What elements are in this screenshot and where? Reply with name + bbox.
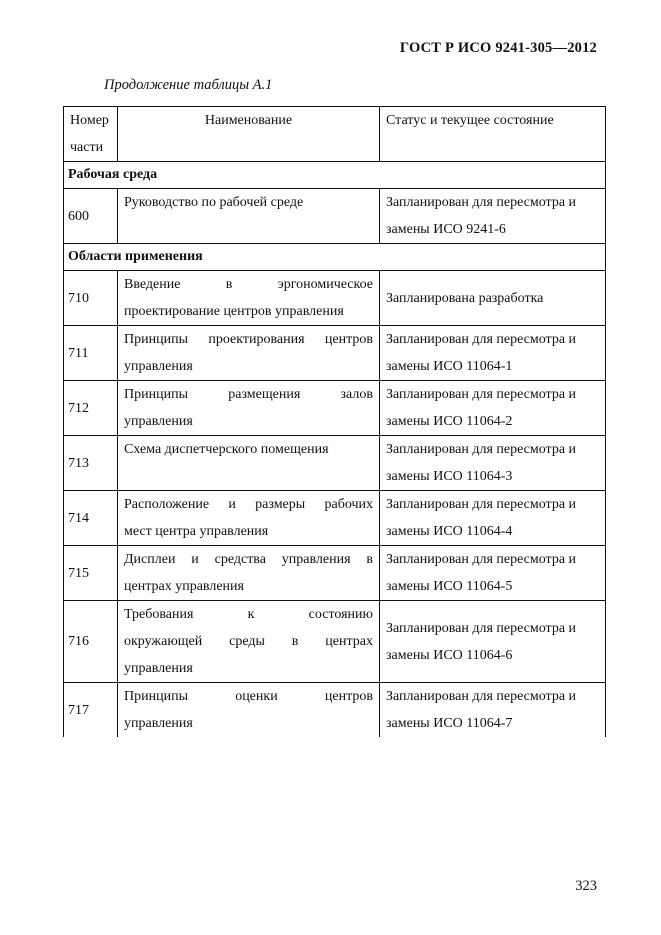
part-number-cell: 712 [64,381,118,436]
status-line: замены ИСО 9241-6 [386,222,506,237]
section-title: Рабочая среда [64,162,606,189]
document-standard-code: ГОСТ Р ИСО 9241-305—2012 [399,40,597,56]
part-name-line: окружающей среды в центрах [124,634,373,649]
status-cell [380,271,606,326]
status-cell [380,381,606,436]
status-line: Запланирован для пересмотра и [386,620,577,636]
header-name-label: Наименование [204,113,293,128]
part-number-cell: 710 [64,271,118,326]
part-number-cell: 716 [64,601,118,683]
status-cell [380,326,606,381]
page-number: 323 [575,878,597,894]
status-line: замены ИСО 11064-2 [386,414,513,429]
part-number-cell: 714 [64,491,118,546]
part-name-cell [118,271,380,326]
table-row [64,601,606,683]
status-cell [380,546,606,601]
part-name-cell [118,546,380,601]
part-name-line: Руководство по рабочей среде [124,195,304,210]
part-name-line: проектирование центров управления [124,304,344,319]
part-number-cell: 600 [64,189,118,244]
part-name-line: Требования к состоянию [124,607,373,622]
section-title: Области применения [64,244,606,271]
status-line: замены ИСО 11064-3 [386,469,513,484]
standards-table [63,106,606,737]
part-number-cell: 711 [64,326,118,381]
status-line: Запланирован для пересмотра и [386,552,577,567]
part-name-line: Принципы оценки центров [124,689,373,704]
status-line: Запланирован для пересмотра и [386,332,577,347]
part-number-cell: 717 [64,683,118,738]
status-line: Запланирован для пересмотра и [386,387,577,402]
table-row [64,491,606,546]
part-name-line: Принципы проектирования центров [124,332,373,347]
part-name-line: управления [124,716,193,731]
status-line: замены ИСО 11064-7 [386,716,513,731]
status-line: замены ИСО 11064-5 [386,579,513,594]
table-row [64,683,606,738]
header-status-label: Статус и текущее состояние [386,113,554,128]
part-name-cell [118,491,380,546]
part-name-line: Принципы размещения залов [124,387,373,402]
table-row [64,271,606,326]
part-name-cell [118,601,380,683]
part-name-cell [118,436,380,491]
status-line: замены ИСО 11064-1 [386,359,513,374]
status-cell [380,601,606,683]
status-line: Запланирован для пересмотра и [386,195,577,210]
status-line: Запланирована разработка [386,290,544,306]
header-cell-status [380,107,606,162]
table-row [64,189,606,244]
part-name-cell [118,381,380,436]
table-row [64,436,606,491]
part-name-line: центрах управления [124,579,244,594]
header-cell-name [118,107,380,162]
part-name-line: Схема диспетчерского помещения [124,442,329,457]
status-line: замены ИСО 11064-4 [386,524,513,539]
status-line: Запланирован для пересмотра и [386,497,577,512]
status-cell [380,491,606,546]
part-name-cell [118,326,380,381]
status-line: Запланирован для пересмотра и [386,689,577,704]
status-cell [380,189,606,244]
part-name-line: управления [124,414,193,429]
table-continuation-label: Продолжение таблицы А.1 [104,77,273,93]
part-name-cell [118,683,380,738]
status-cell [380,436,606,491]
table-row [64,326,606,381]
table-row [64,546,606,601]
part-name-line: управления [124,661,193,676]
part-name-line: мест центра управления [124,524,269,539]
status-cell [380,683,606,738]
part-name-line: Введение в эргономическое [124,277,373,292]
part-name-line: Расположение и размеры рабочих [124,497,373,512]
section-row [64,244,606,271]
status-line: Запланирован для пересмотра и [386,442,577,457]
table-header-row [64,107,606,162]
part-number-cell: 713 [64,436,118,491]
part-name-line: управления [124,359,193,374]
table-row [64,381,606,436]
header-cell-part-number [64,107,118,162]
header-part-number-line-2: части [70,140,104,155]
header-part-number-line-1: Номер [70,113,109,128]
part-name-line: Дисплеи и средства управления в [124,552,373,567]
part-name-cell [118,189,380,244]
status-line: замены ИСО 11064-6 [386,647,513,663]
part-number-cell: 715 [64,546,118,601]
section-row [64,162,606,189]
